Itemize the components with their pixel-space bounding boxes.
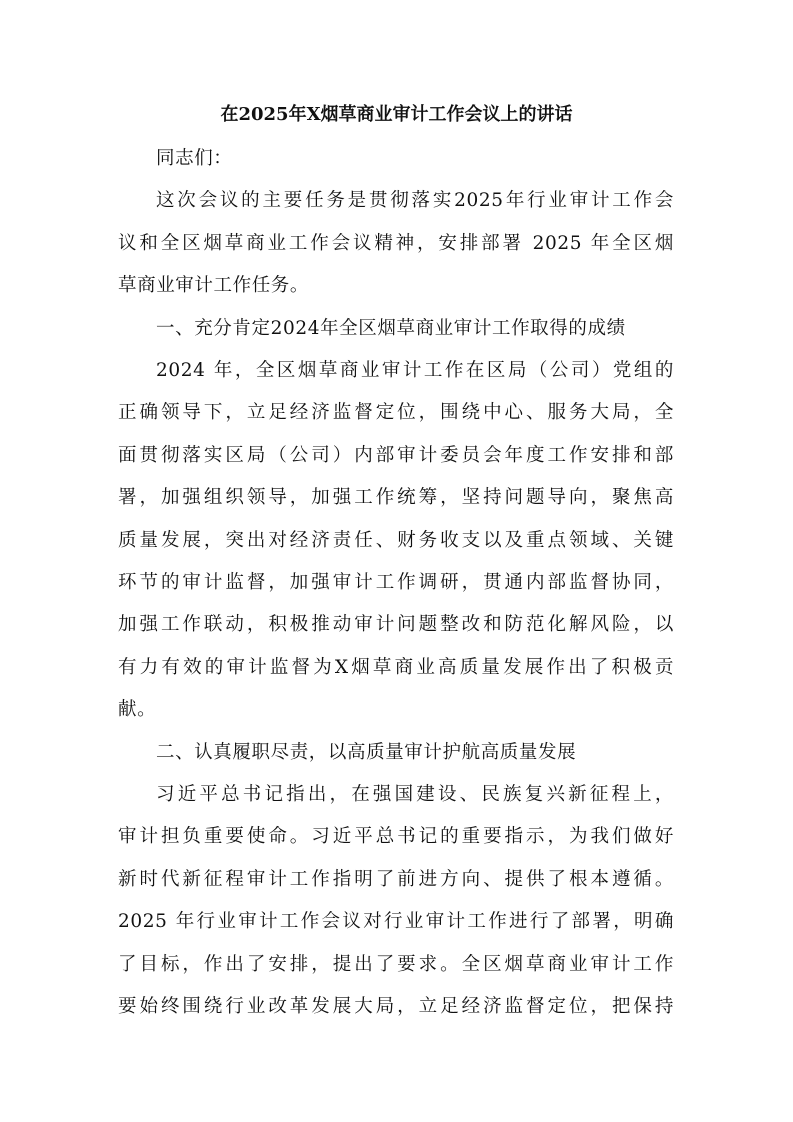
section-heading: 一、充分肯定2024年全区烟草商业审计工作取得的成绩 xyxy=(156,318,626,339)
paragraph-line: 有力有效的审计监督为X烟草商业高质量发展作出了积极贡 xyxy=(118,657,674,678)
paragraph-line: 环节的审计监督，加强审计工作调研，贯通内部监督协同， xyxy=(118,572,674,593)
paragraph-line: 这次会议的主要任务是贯彻落实2025年行业审计工作会 xyxy=(156,190,674,211)
paragraph-line: 面贯彻落实区局（公司）内部审计委员会年度工作安排和部 xyxy=(118,445,674,466)
paragraph-line: 草商业审计工作任务。 xyxy=(118,275,310,296)
paragraph-line: 新时代新征程审计工作指明了前进方向、提供了根本遵循。 xyxy=(118,869,674,890)
paragraph-line: 加强工作联动，积极推动审计问题整改和防范化解风险，以 xyxy=(118,614,674,635)
paragraph-line: 2025 年行业审计工作会议对行业审计工作进行了部署，明确 xyxy=(118,911,674,932)
paragraph-line: 献。 xyxy=(118,699,157,720)
paragraph-line: 2024 年，全区烟草商业审计工作在区局（公司）党组的 xyxy=(156,360,674,381)
paragraph-line: 议和全区烟草商业工作会议精神，安排部署 2025 年全区烟 xyxy=(118,233,674,254)
section-heading: 二、认真履职尽责，以高质量审计护航高质量发展 xyxy=(156,742,577,763)
document-title: 在2025年X烟草商业审计工作会议上的讲话 xyxy=(220,104,573,125)
paragraph-line: 质量发展，突出对经济责任、财务收支以及重点领域、关键 xyxy=(118,530,674,551)
salutation-line: 同志们： xyxy=(156,148,233,169)
paragraph-line: 审计担负重要使命。习近平总书记的重要指示，为我们做好 xyxy=(118,826,674,847)
paragraph-line: 要始终围绕行业改革发展大局，立足经济监督定位，把保持 xyxy=(118,996,674,1017)
paragraph-line: 了目标，作出了安排，提出了要求。全区烟草商业审计工作 xyxy=(118,954,674,975)
paragraph-line: 署，加强组织领导，加强工作统筹，坚持问题导向，聚焦高 xyxy=(118,487,674,508)
paragraph-line: 正确领导下，立足经济监督定位，围绕中心、服务大局，全 xyxy=(118,402,674,423)
paragraph-line: 习近平总书记指出，在强国建设、民族复兴新征程上， xyxy=(156,784,674,805)
